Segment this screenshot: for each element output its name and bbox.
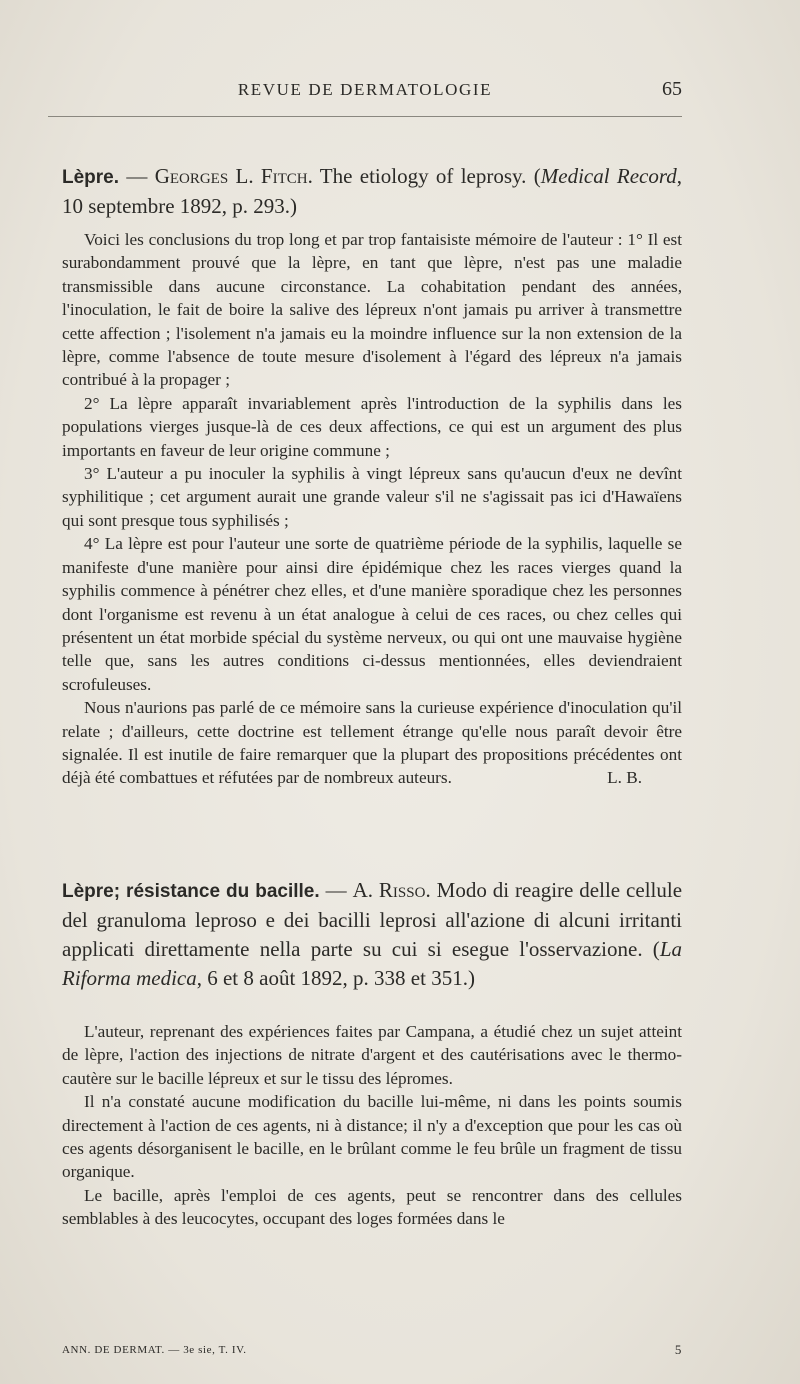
entry1-paragraph: 4° La lèpre est pour l'auteur une sorte de quatrième période de la syphilis, laquelle se manifeste d'une manière pour ainsi dire épidémique chez les races vierges quand la syphilis commence à pénétrer chez elles, et d'une manière sporadique chez les personnes dont l'organisme est revenu à un état analogue à celui de ces races, ou chez celles qui présentent un état morbide spécial du système nerveux, ou qui ont une mauvaise hygiène telle que, sans les autres conditions ci-dessus mentionnées, elles deviendraient scrofuleuses. [62,534,682,694]
header-rule [48,116,682,117]
entry2-body [62,1020,682,1231]
entry1-paragraph: 3° L'auteur a pu inoculer la syphilis à vingt lépreux sans qu'aucun d'eux ne devînt syphilitique ; cet argument aurait une grande valeur s'il ne s'agissait pas ici d'Hawaïens qui sont presque tous syphilisés ; [62,464,682,530]
entry1-author: Georges L. Fitch. [154,164,313,188]
entry2-paragraph: Il n'a constaté aucune modification du bacille lui-même, ni dans les points soumis directement à l'action de ces agents, ni à distance; il n'y a d'exception que pour les cas où ces agents désorganisent le bacille, en le brûlant comme le feu brûle un fragment de tissu organique. [62,1092,682,1182]
entry1-paragraph: Voici les conclusions du trop long et par trop fantaisiste mémoire de l'auteur : 1° Il est surabondamment prouvé que la lèpre, en tant que lèpre, n'est pas une maladie transmissible dans aucune circonstance. La cohabitation pendant des années, l'inoculation, le fait de boire la salive des lépreux n'ont jamais pu arriver à transmettre cette affection ; l'isolement n'a jamais eu la moindre influence sur la non extension de la lèpre, comme l'absence de toute mesure d'isolement à l'égard des lépreux n'a jamais contribué à la propager ; [62,230,682,390]
footer-sheet-number: 5 [674,1342,682,1357]
entry1-citation: , 10 septembre 1892, p. 293.) [62,164,682,218]
running-title: REVUE DE DERMATOLOGIE [237,80,493,99]
entry2-journal: La Riforma medica [62,937,682,990]
running-head [48,76,682,102]
entry1-paragraph-text: Nous n'aurions pas parlé de ce mémoire sans la curieuse expérience d'inoculation qu'il relate ; d'ailleurs, cette doctrine est tellement étrange qu'elle nous paraît devoir être signalée. Il est inutile de faire remarquer que la plupart des propositions précédentes ont déjà été combattues et réfutées par de nombreux auteurs. [62,698,682,788]
entry1-keyword: Lèpre. [62,167,120,188]
entry1-heading [62,162,682,221]
entry1-paragraph: 2° La lèpre apparaît invariablement après l'introduction de la syphilis dans les populations vierges jusque-là de ces deux affections, ce qui est un argument des plus importants en faveur de leur origine commune ; [62,393,682,460]
entry2-dash: — [319,878,353,902]
entry2-paragraph: Le bacille, après l'emploi de ces agents, peut se rencontrer dans des cellules semblables à des leucocytes, occupant des loges formées dans le [62,1185,682,1229]
entry2-paragraph: L'auteur, reprenant des expériences faites par Campana, a étudié chez un sujet atteint de lèpre, l'action des injections de nitrate d'argent et des cautérisations avec le thermo-cautère sur le bacille lépreux et sur le tissu des lépromes. [62,1022,682,1088]
entry2-author: A. Risso. [352,878,431,902]
entry2-citation: , 6 et 8 août 1892, p. 338 et 351.) [196,966,475,990]
entry1-title: The etiology of leprosy. ( [312,164,541,188]
entry1-paragraph [62,696,682,790]
entry1-dash: — [119,164,155,188]
entry1-signature: L. B. [607,768,642,788]
entry2-title: Modo di reagire delle cellule del granuloma leproso e dei bacilli leprosi all'azione di alcuni irritanti applicati direttamente nella parte su cui si esegue l'osservazione. ( [62,878,683,961]
footer-signature-mark: ANN. DE DERMAT. — 3e sie, T. IV. [62,1344,247,1356]
footer [62,1344,682,1356]
entry1-journal: Medical Record [540,164,677,188]
entry1-body [62,228,682,790]
entry2-keyword: Lèpre; résistance du bacille. [62,881,320,902]
page-number: 65 [662,78,682,100]
entry2-heading [62,876,682,993]
